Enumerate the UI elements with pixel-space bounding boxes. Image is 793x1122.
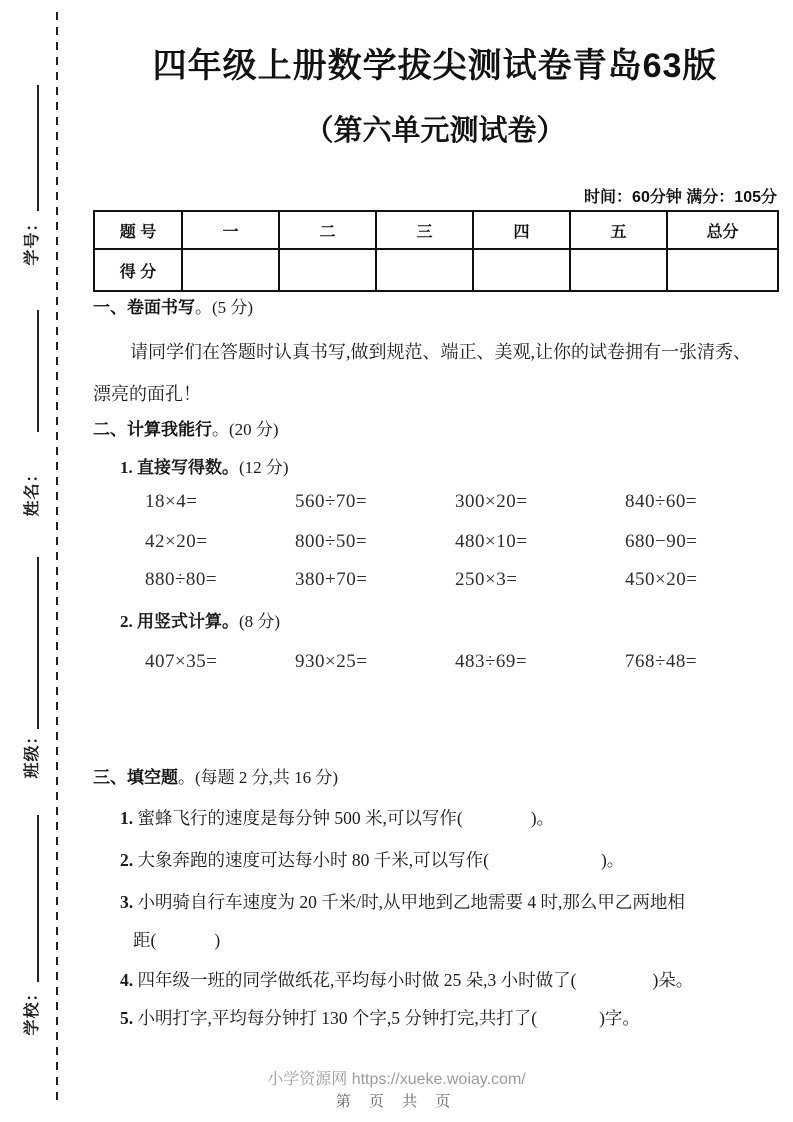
question-text: 距(: [133, 930, 157, 950]
math-problem: 300×20=: [455, 491, 528, 512]
question-text: )字。: [599, 1008, 640, 1028]
name-write-line: [37, 310, 39, 432]
score-cell: [473, 249, 570, 291]
section-one-title: 一、卷面书写: [93, 298, 195, 317]
class-label: 班级：: [24, 727, 41, 779]
mental-math-row: [93, 530, 777, 554]
question-number: 3.: [120, 892, 134, 912]
score-cell: [182, 249, 279, 291]
question-text: 蜜蜂飞行的速度是每分钟 500 米,可以写作(: [137, 808, 463, 828]
question-text: )。: [530, 808, 555, 828]
fill-question-3-line2: [93, 928, 777, 952]
math-problem: 840÷60=: [625, 491, 698, 512]
score-table-header: 二: [279, 211, 376, 249]
column-method-points: (8 分): [239, 612, 281, 631]
score-table-header: 五: [570, 211, 667, 249]
name-label: 姓名：: [24, 465, 41, 517]
fill-question-4: [93, 968, 777, 992]
math-problem: 560÷70=: [295, 491, 368, 512]
question-text: )朵。: [652, 970, 694, 990]
section-two-points: 。(20 分): [212, 420, 279, 439]
math-problem: 483÷69=: [455, 651, 528, 672]
score-table-header: 一: [182, 211, 279, 249]
math-problem: 450×20=: [625, 569, 698, 590]
fill-question-5: [93, 1006, 777, 1030]
section-one-points: 。(5 分): [195, 298, 254, 317]
question-number: 1.: [120, 808, 134, 828]
section-one-heading: [93, 296, 777, 320]
score-table-header-row: [94, 211, 778, 249]
math-problem: 480×10=: [455, 531, 528, 552]
fill-question-2: [93, 848, 777, 872]
fill-question-1: [93, 806, 777, 830]
question-number: 5.: [120, 1008, 134, 1028]
site-watermark: 小学资源网 https://xueke.woiay.com/: [267, 1071, 526, 1088]
section-one-text-line2: 漂亮的面孔！: [93, 384, 201, 404]
column-method-row: [93, 650, 777, 674]
score-cell: [376, 249, 473, 291]
page-title: 四年级上册数学拔尖测试卷青岛63版: [152, 47, 718, 85]
score-cell: [570, 249, 667, 291]
score-row-label: 得 分: [94, 249, 182, 291]
math-problem: 930×25=: [295, 651, 368, 672]
math-problem: 880÷80=: [145, 569, 218, 590]
section-two-heading: [93, 418, 777, 442]
score-cell: [279, 249, 376, 291]
question-text: 大象奔跑的速度可达每小时 80 千米,可以写作(: [137, 850, 489, 870]
student-no-write-line: [37, 85, 39, 211]
math-problem: 18×4=: [145, 491, 198, 512]
column-method-subheading: [93, 610, 777, 634]
page-number-line: 第 页 共 页: [335, 1093, 458, 1110]
dashed-cut-line: [56, 12, 58, 1100]
math-problem: 800÷50=: [295, 531, 368, 552]
score-table: [93, 210, 779, 292]
math-problem: 42×20=: [145, 531, 208, 552]
column-method-title: 2. 用竖式计算。: [120, 612, 239, 631]
math-problem: 407×35=: [145, 651, 218, 672]
score-table-score-row: [94, 249, 778, 291]
math-problem: 250×3=: [455, 569, 518, 590]
mental-math-subheading: [93, 456, 777, 480]
student-no-label: 学号：: [24, 214, 41, 266]
score-table-header: 四: [473, 211, 570, 249]
school-label: 学校：: [24, 984, 41, 1036]
page-subtitle: （第六单元测试卷）: [304, 115, 566, 147]
score-cell: [667, 249, 778, 291]
mental-math-row: [93, 490, 777, 514]
question-number: 4.: [120, 970, 134, 990]
question-text: )。: [600, 850, 625, 870]
section-three-heading: [93, 766, 777, 790]
fill-question-3-line1: [93, 890, 777, 914]
section-two-title: 二、计算我能行: [93, 420, 212, 439]
section-one-text-line1: 请同学们在答题时认真书写,做到规范、端正、美观,让你的试卷拥有一张清秀、: [130, 342, 751, 362]
mental-math-row: [93, 568, 777, 592]
score-table-header: 总分: [667, 211, 778, 249]
section-three-title: 三、填空题: [93, 768, 178, 787]
mental-math-points: (12 分): [239, 458, 289, 477]
score-table-header: 三: [376, 211, 473, 249]
section-three-points: 。(每题 2 分,共 16 分): [178, 768, 339, 787]
math-problem: 768÷48=: [625, 651, 698, 672]
class-write-line: [37, 557, 39, 729]
exam-info: 时间：60分钟 满分：105分: [584, 189, 777, 206]
math-problem: 380+70=: [295, 569, 368, 590]
question-text: 四年级一班的同学做纸花,平均每小时做 25 朵,3 小时做了(: [137, 970, 577, 990]
question-number: 2.: [120, 850, 134, 870]
question-text: 小明骑自行车速度为 20 千米/时,从甲地到乙地需要 4 时,那么甲乙两地相: [137, 892, 685, 912]
mental-math-title: 1. 直接写得数。: [120, 458, 239, 477]
school-write-line: [37, 815, 39, 982]
math-problem: 680−90=: [625, 531, 698, 552]
question-text: ): [214, 930, 221, 950]
score-table-header: 题 号: [94, 211, 182, 249]
question-text: 小明打字,平均每分钟打 130 个字,5 分钟打完,共打了(: [137, 1008, 538, 1028]
